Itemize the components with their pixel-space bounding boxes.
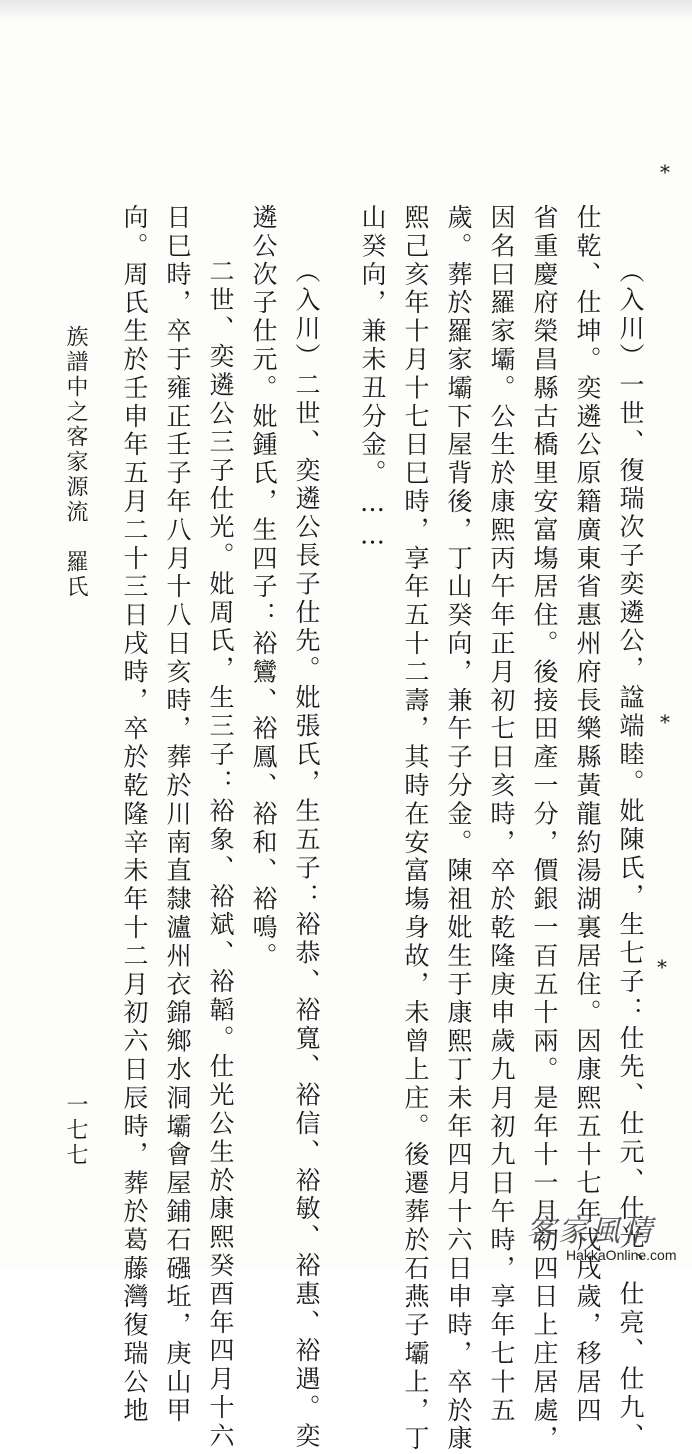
text-column-3: 省重慶府榮昌縣古橋里安富塲居住。後接田產一分，價銀一百五十兩。是年十一月初四日上庄居處， [530,204,559,1454]
text-column-1: （入川）一世、復瑞次子奕遴公，諡端睦。妣陳氏，生七子：仕先、仕元、仕光、仕亮、仕九、 [616,258,645,1451]
footer-title: 族譜中之客家源流 羅氏 [63,325,88,600]
text-column-8: （入川）二世、奕遴公長子仕先。妣張氏，生五子：裕恭、裕寬、裕信、裕敏、裕惠、裕遇。奕 [292,258,321,1451]
asterisk-mark: * [660,710,670,734]
text-column-6: 熙己亥年十月十七日巳時，享年五十二壽，其時在安富塲身故，未曾上庄。後遷葬於石燕子壩上，丁 [401,204,430,1454]
text-column-10: 二世、奕遴公三子仕光。妣周氏，生三子：裕象、裕斌、裕韜。仕光公生於康熙癸酉年四月十六 [206,258,235,1451]
page-number: 一七七 [63,1093,88,1168]
text-column-7: 山癸向，兼未丑分金。…… [358,204,387,553]
text-column-9: 遴公次子仕元。妣鍾氏，生四子：裕鸞、裕鳳、裕和、裕鳴。 [249,204,278,971]
asterisk-mark: * [657,955,667,979]
text-column-5: 歲。葬於羅家壩下屋背後，丁山癸向，兼午子分金。陳祖妣生于康熙丁未年四月十六日申時，卒於康 [444,204,473,1454]
watermark-site: HakkaOnline.com [566,1247,677,1263]
asterisk-mark: * [660,160,670,184]
text-column-12: 向。周氏生於壬申年五月二十三日戌時，卒於乾隆辛未年十二月初六日辰時，葬於葛藤灣復瑞公地 [120,204,149,1426]
text-column-2: 仕乾、仕坤。奕遴公原籍廣東省惠州府長樂縣黃龍約湯湖裏居住。因康熙五十七年戊戌歲，移居四 [573,204,602,1426]
scan-edge [0,0,692,22]
text-column-11: 日巳時，卒于雍正壬子年八月十八日亥時，葬於川南直隸瀘州衣錦鄉水洞壩會屋鋪石䃨坵，庚山甲 [163,204,192,1426]
watermark-logo: 客家風情 [526,1214,654,1249]
text-column-4: 因名曰羅家壩。公生於康熙丙午年正月初七日亥時，卒於乾隆庚申歲九月初九日午時，享年七十五 [487,204,516,1426]
